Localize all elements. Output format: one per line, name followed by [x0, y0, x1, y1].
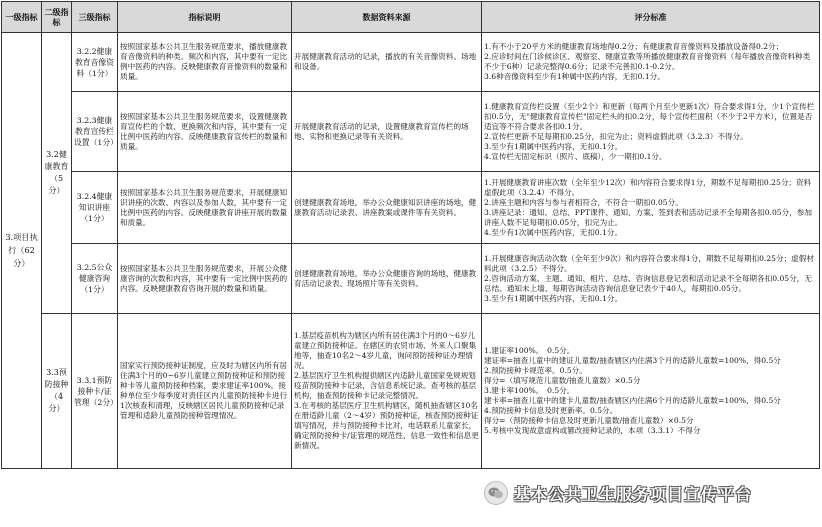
- data-source: 开展健康教育活动的记录，设置健康教育宣传栏的场地、实物和更换记录等有关资料。: [292, 92, 482, 172]
- level2-cell-vaccination: 3.3预防接种（4分）: [42, 314, 72, 469]
- watermark: [484, 480, 752, 506]
- level1-cell: 3.项目执行（62分）: [2, 33, 42, 469]
- criteria-line: 4.宣传栏无固定标识（照片、底稿），少一期扣0.1分。: [484, 151, 667, 161]
- criteria-line: 得分=（填写规范儿童数/抽查儿童数）×0.5分: [484, 376, 641, 385]
- header-data-source: 数据资料来源: [292, 2, 482, 33]
- table-row: [2, 314, 820, 469]
- criteria-line: 3.建卡率100%。 0.5分。: [484, 386, 575, 395]
- data-source: [292, 314, 482, 469]
- criteria-line: 2.咨询活动方案、主题、通知、相片、总结、咨询信息登记表和活动记录不全每期各扣0.05分，无总结、通知未上墙、每期咨询活动咨询信息登记表少于40人，每期扣0.05分。: [484, 273, 812, 293]
- criteria-line: 3.讲座记录：通知、总结、PPT课件、通知、方案、签到表和活动记录不全每期各扣0.05分，参加讲座人数不足每期扣0.05分，扣完为止。: [484, 207, 812, 227]
- level2-cell-education: 3.2健康教育（5分）: [42, 33, 72, 314]
- criteria-line: 3.6种音像资料至少有1种属中医药内容，无扣0.1分。: [484, 72, 665, 81]
- header-description: 指标说明: [118, 2, 292, 33]
- scoring-criteria: [482, 314, 820, 469]
- indicator-code: 3.2.3健康教育宣传栏设置（1分）: [72, 92, 118, 172]
- criteria-line: 2.预防接种卡规范率。0.5分。: [484, 366, 587, 375]
- evaluation-table: [1, 1, 820, 469]
- scoring-criteria: [482, 244, 820, 314]
- source-line: 1.基层疫苗机构为辖区内所有居住满3个月的0～6岁儿童建立预防接种证。在辖区的农贸市场、外来人口聚集地等，抽查10名2～4岁儿童，询问预防接种证办理情况。: [294, 331, 477, 370]
- table-row: [2, 172, 820, 244]
- criteria-line: 2.讲座主题和内容与参与者相符合，不符合一期扣0.05分。: [484, 197, 683, 207]
- criteria-line: 2.应诊时间在门诊候诊区、观察室、健康宣教等所播放健康教育音像资料（每年播放音像资料种类不少于6种）记录完整得0.6分；记录不完善扣0.1-0.2分。: [484, 52, 811, 71]
- indicator-description: 按照国家基本公共卫生服务规范要求，播放健康教育音像资料的种类、频次和内容，其中要有一定比例中医药的内容。反映健康教育音像资料的数量和质量。: [118, 33, 292, 92]
- criteria-line: 1.开展健康教育讲座次数（全年至少12次）和内容符合要求得1分，期数不足每期扣0.25分；资料虚假此项（3.2.4）不得分。: [484, 177, 812, 197]
- header-row: [2, 2, 820, 33]
- scoring-criteria: [482, 172, 820, 244]
- indicator-description: 按照国家基本公共卫生服务规范要求，开展健康知识讲座的次数、内容以及参加人数，其中要有一定比例中医药的内容。反映健康教育讲座开展的数量和质量。: [118, 172, 292, 244]
- indicator-code: 3.2.4健康知识讲座（1分）: [72, 172, 118, 244]
- header-level1: 一级指标: [2, 2, 42, 33]
- criteria-line: 3.至少有1期属中医药内容，无扣0.1分。: [484, 141, 623, 151]
- watermark-text: 基本公共卫生服务项目宣传平台: [514, 484, 753, 504]
- scoring-criteria: [482, 33, 820, 92]
- source-line: 2.基层医疗卫生机构提供辖区内适龄儿童国家免规规划疫苗预防接种卡记录，含信息系统记录。查考核的基层机构，抽查预防接种卡记录完整情况。: [294, 371, 477, 400]
- indicator-code: 3.3.1预防接种卡/证管理（2分）: [72, 314, 118, 469]
- table-row: [2, 92, 820, 172]
- criteria-line: 4.预防接种卡信息及时更新率。0.5分。: [484, 406, 618, 415]
- criteria-line: 建证率=抽查儿童中的建证儿童数/抽查辖区内住满3个月的适龄儿童数=100%，得0.5分: [484, 356, 781, 365]
- criteria-line: 1.健康教育宣传栏设置（至少2个）和更新（每两个月至少更新1次）符合要求得1分，少1个宣传栏扣0.5分，无"健康教育宣传栏"固定栏头的扣0.2分，每个宣传栏面积（不少于2平方米），位置是否适宜等不符合要求各扣0.1分。: [484, 101, 815, 131]
- criteria-line: 5.考核中发现故意虚构或篡改接种记录的，本项（3.3.1）不得分: [484, 426, 701, 435]
- indicator-code: 3.2.5公众健康咨询（1分）: [72, 244, 118, 314]
- indicator-description: 按照国家基本公共卫生服务规范要求，设置健康教育宣传栏的个数、更换频次和内容，其中要有一定比例中医药的内容。反映健康教育宣传栏的数量和质量。: [118, 92, 292, 172]
- criteria-line: 得分=（预防接种卡信息及时更新儿童数/抽查儿童数）×0.5分: [484, 416, 694, 425]
- criteria-line: 4.至少有1次属中医药内容，无扣0.1分。: [484, 227, 623, 237]
- criteria-line: 2.宣传栏更新不足每期扣0.25分，扣完为止；资料虚假此项（3.2.3）不得分。: [484, 131, 748, 141]
- table-row: [2, 244, 820, 314]
- criteria-line: 建卡率=抽查儿童中的建卡儿童数/抽查辖区内住满6个月的适龄儿童数=100%，得0.5分: [484, 396, 781, 405]
- data-source: 创建健康教育场地，举办公众健康咨询的场地，健康教育活动记录表、现场照片等有关资料。: [292, 244, 482, 314]
- indicator-code: 3.2.2健康教育音像资料（1分）: [72, 33, 118, 92]
- wechat-logo-icon: [484, 481, 508, 505]
- indicator-description: 国家实行预防接种证制度，应及时为辖区内所有居住满3个月的0~6岁儿童建立预防接种证和预防接种卡等儿童预防接种档案，要求建证率100%。接种单位至少每季度对责任区内儿童预防接种卡进行1次核查和清理，反映辖区居民儿童预防接种记录管理和适龄儿童预防接种管理情况。: [118, 314, 292, 469]
- data-source: 开展健康教育活动的记录，播放的有关音像资料、场地和设备。: [292, 33, 482, 92]
- indicator-description: 按照国家基本公共卫生服务规范要求，开展公众健康咨询的次数和内容，其中要有一定比例中医药的内容。反映健康教育咨询开展的数量和质量。: [118, 244, 292, 314]
- data-source: 创建健康教育场地，举办公众健康知识讲座的场地，健康教育活动记录表、讲座教案或课件等有关资料。: [292, 172, 482, 244]
- criteria-line: 3.至少有1期属中医药内容，无扣0.1分。: [484, 293, 623, 303]
- source-line: 3.在考核的基层医疗卫生机构辖区，随机抽查辖区10名在册适龄儿童（2～4岁）预防接种证，核查预防接种证填写情况，并与预防接种卡比对，电话联系儿童家长，确定预防接种卡/证管理的规范性、信息一致性和信息更新情况。: [294, 401, 479, 450]
- header-criteria: 评分标准: [482, 2, 820, 33]
- header-level3: 三级指标: [72, 2, 118, 33]
- criteria-line: 1.建证率100%。 0.5分。: [484, 346, 575, 355]
- header-level2: 二级指标: [42, 2, 72, 33]
- criteria-line: 1.有不小于20平方米的健康教育场地得0.2分；有健康教育音像资料及播放设备得0.2分；: [484, 42, 784, 51]
- table-row: [2, 33, 820, 92]
- criteria-line: 1.开展健康咨询活动次数（全年至少9次）和内容符合要求得1分，期数不足每期扣0.25分；虚假材料此项（3.2.5）不得分。: [484, 253, 814, 273]
- scoring-criteria: [482, 92, 820, 172]
